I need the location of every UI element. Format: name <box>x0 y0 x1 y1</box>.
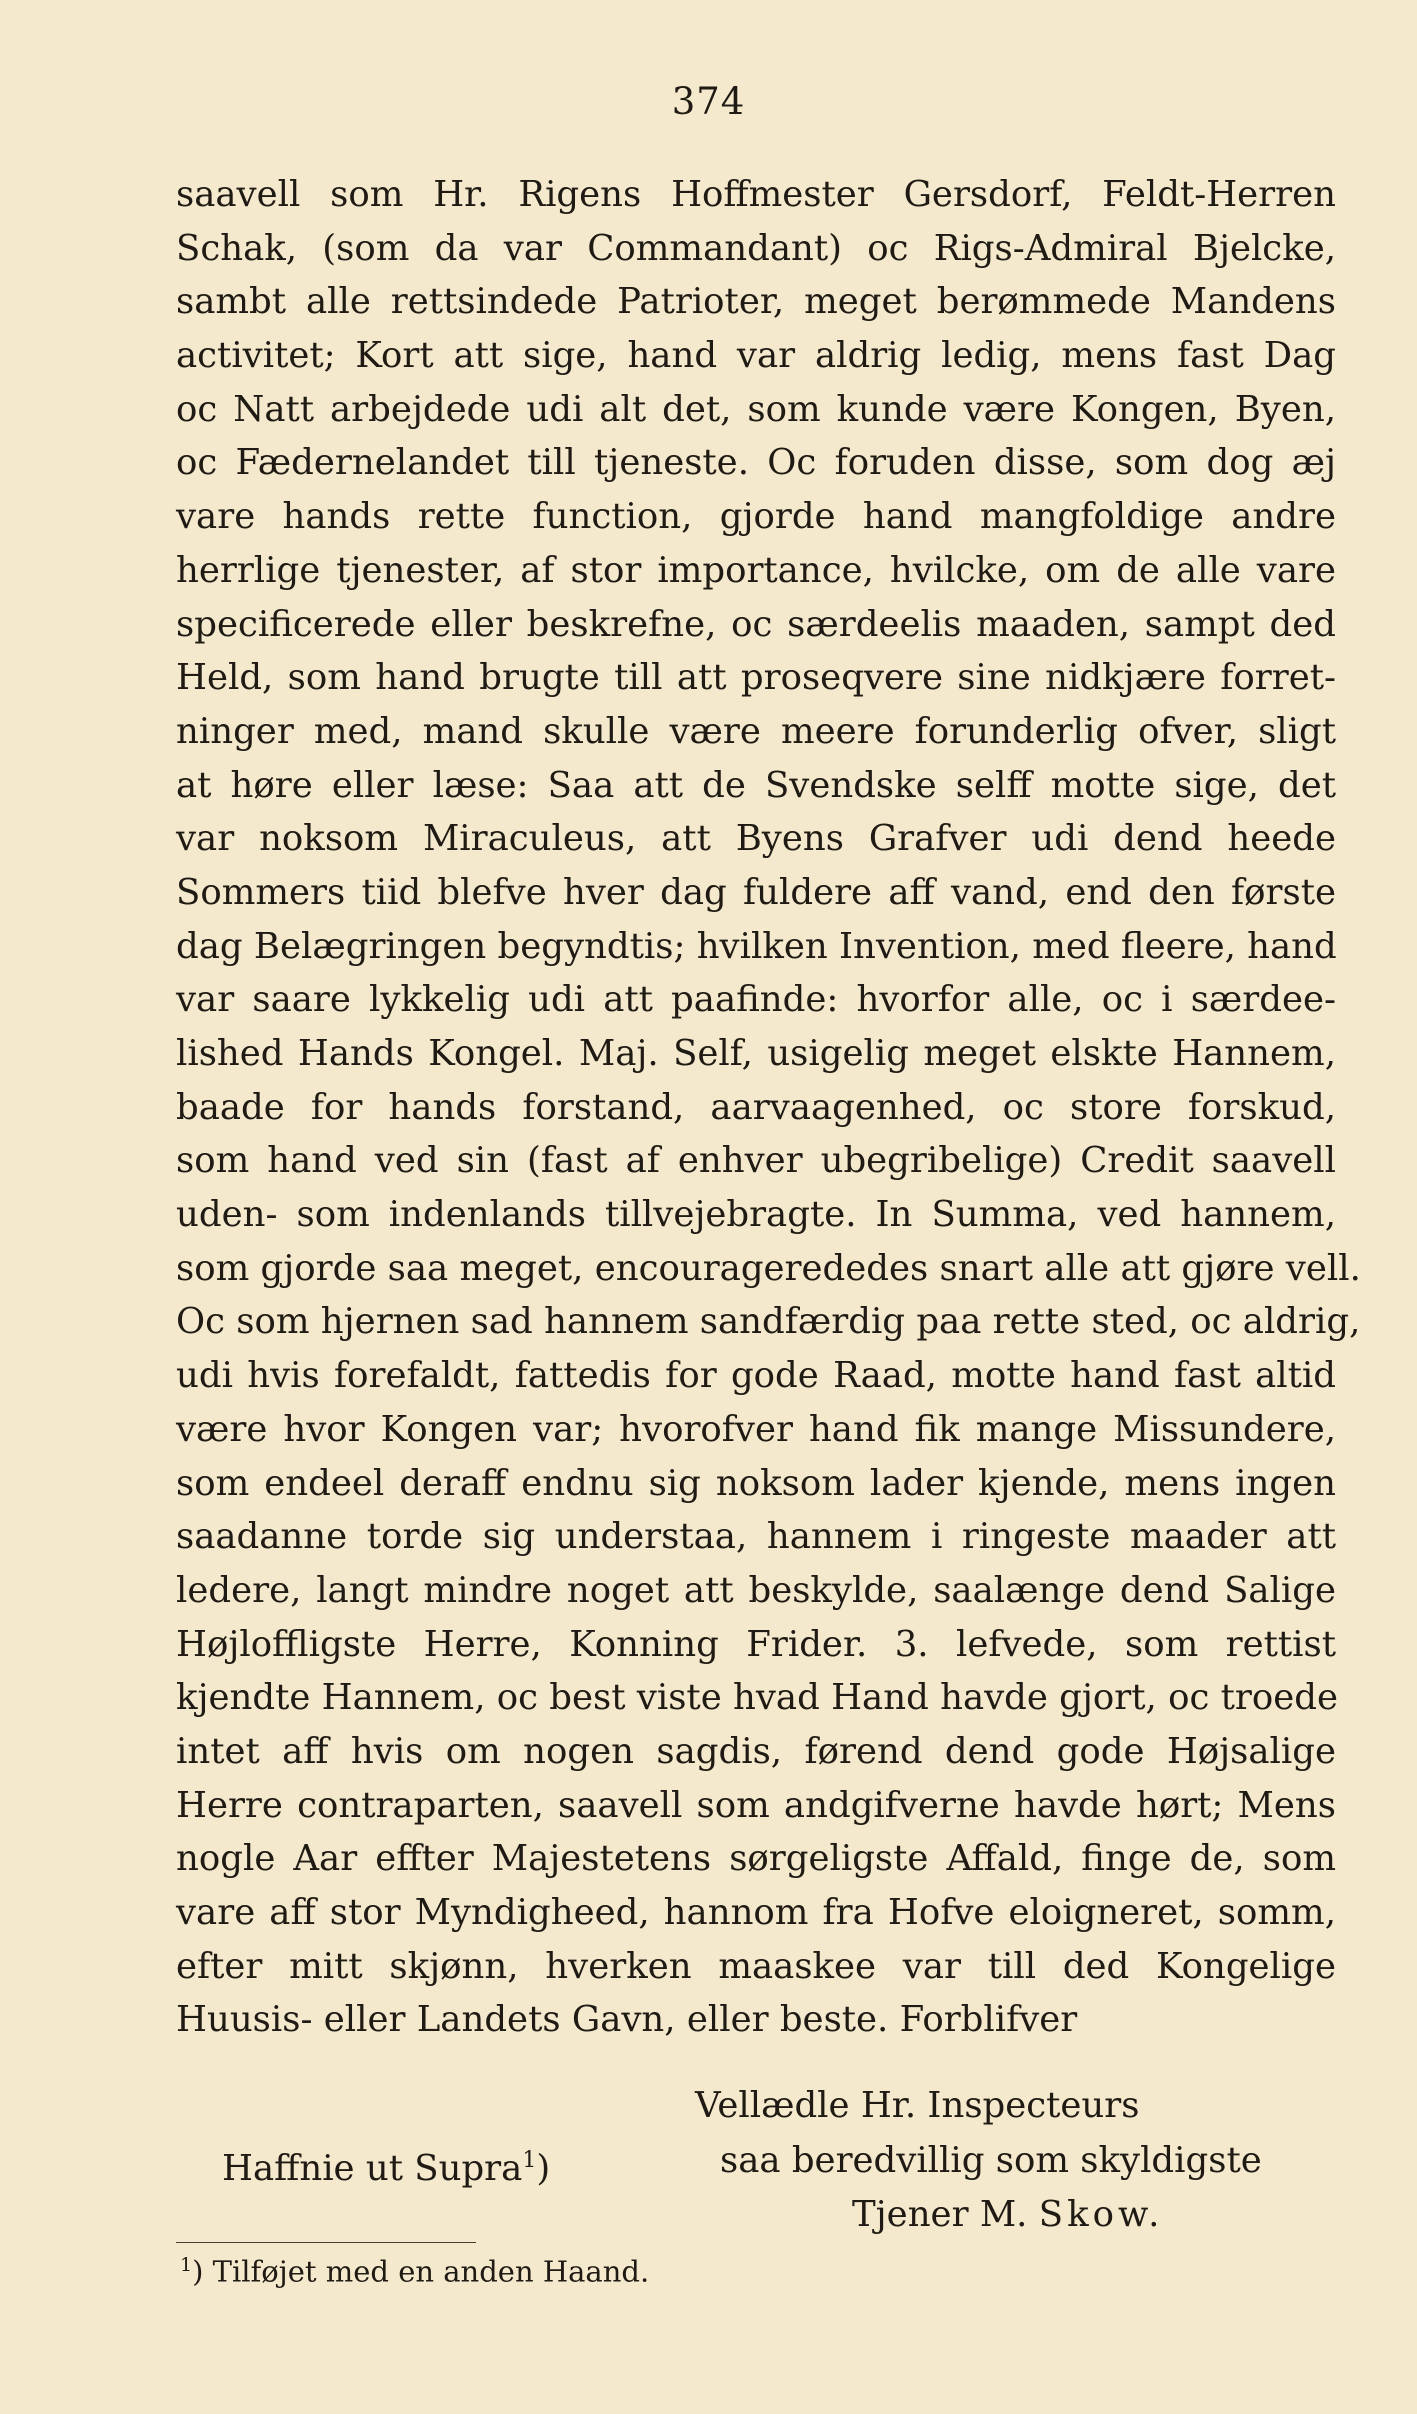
text-line: specificerede eller beskrefne, oc særdeelis maaden, sampt ded <box>176 603 1336 645</box>
closing-servant-line: saa beredvillig som skyldigste <box>720 2140 1262 2181</box>
text-line: baade for hands forstand, aarvaagenhed, oc store forskud, <box>176 1086 1336 1128</box>
text-line: vare aff stor Myndigheed, hannom fra Hofve eloigneret, somm, <box>176 1892 1336 1933</box>
text-line: nogle Aar effter Majestetens sørgeligste Affald, finge de, som <box>176 1838 1336 1880</box>
footnote-marker: 1 <box>180 2254 193 2276</box>
text-line: vare hands rette function, gjorde hand mangfoldige andre <box>176 496 1336 538</box>
text-line: udi hvis forefaldt, fattedis for gode Raad, motte hand fast altid <box>176 1355 1336 1397</box>
text-line: var saare lykkelig udi att paafinde: hvorfor alle, oc i særdee- <box>176 979 1336 1021</box>
text-line: Oc som hjernen sad hannem sandfærdig paa rette sted, oc aldrig, <box>176 1301 1361 1343</box>
text-line: Held, som hand brugte till att proseqvere sine nidkjære forret- <box>176 657 1336 699</box>
text-line: oc Fædernelandet till tjeneste. Oc foruden disse, som dog æj <box>176 442 1336 484</box>
signature-name: Skow. <box>1038 2194 1164 2235</box>
text-line: herrlige tjenester, af stor importance, hvilcke, om de alle vare <box>176 549 1336 591</box>
text-line: sambt alle rettsindede Patrioter, meget berømmede Mandens <box>176 281 1336 323</box>
closing-place-text: Haffnie ut Supra <box>222 2147 523 2189</box>
text-line: kjendte Hannem, oc best viste hvad Hand havde gjort, oc troede <box>176 1677 1338 1719</box>
closing-place-bracket: ) <box>536 2147 551 2189</box>
text-line: Schak, (som da var Commandant) oc Rigs-Admiral Bjelcke, <box>176 227 1336 269</box>
text-line: som endeel deraff endnu sig noksom lader kjende, mens ingen <box>176 1462 1336 1504</box>
text-line: dag Belægringen begyndtis; hvilken Invention, med fleere, hand <box>176 925 1337 967</box>
text-line: som hand ved sin (fast af enhver ubegribelige) Credit saavell <box>176 1140 1336 1182</box>
text-line: saavell som Hr. Rigens Hoffmester Gersdorf, Feldt-Herren <box>176 174 1336 215</box>
text-line: være hvor Kongen var; hvorofver hand fik mange Missundere, <box>176 1408 1336 1450</box>
page-number: 374 <box>671 80 746 123</box>
text-line: Herre contraparten, saavell som andgifverne havde hørt; Mens <box>176 1784 1336 1826</box>
closing-place <box>222 2134 550 2195</box>
text-line: at høre eller læse: Saa att de Svendske selff motte sige, det <box>176 764 1336 806</box>
text-line: uden- som indenlands tillvejebragte. In Summa, ved hannem, <box>176 1194 1336 1236</box>
text-line: efter mitt skjønn, hverken maaskee var till ded Kongelige <box>176 1945 1336 1987</box>
text-line: ledere, langt mindre noget att beskylde, saalænge dend Salige <box>176 1569 1336 1611</box>
text-line: Sommers tiid blefve hver dag fuldere aff vand, end den første <box>176 871 1336 913</box>
footnote-bracket: ) <box>192 2254 204 2289</box>
text-line: ninger med, mand skulle være meere forunderlig ofver, sligt <box>176 710 1336 752</box>
footnote-divider <box>176 2242 476 2243</box>
text-line: oc Natt arbejdede udi alt det, som kunde være Kongen, Byen, <box>176 388 1336 430</box>
text-line: activitet; Kort att sige, hand var aldrig ledig, mens fast Dag <box>176 335 1336 377</box>
text-line: intet aff hvis om nogen sagdis, førend dend gode Højsalige <box>176 1730 1336 1772</box>
letter-body <box>176 168 1361 2047</box>
text-line: Højloffligste Herre, Konning Frider. 3. lefvede, som rettist <box>176 1623 1336 1665</box>
closing-signature <box>852 2188 1163 2241</box>
footnote-text: Tilføjet med en anden Haand. <box>212 2254 650 2289</box>
text-line: lished Hands Kongel. Maj. Self, usigelig meget elskte Hannem, <box>176 1033 1336 1074</box>
text-line: som gjorde saa meget, encouragerededes snart alle att gjøre vell. <box>176 1247 1361 1289</box>
signature-prefix: Tjener M. <box>852 2194 1028 2235</box>
footnote <box>180 2254 649 2289</box>
closing-salutation: Vellædle Hr. Inspecteurs <box>695 2085 1140 2126</box>
footnote-ref: 1 <box>522 2148 537 2173</box>
text-line: Huusis- eller Landets Gavn, eller beste. Forblifver <box>176 1999 1078 2041</box>
text-line: var noksom Miraculeus, att Byens Grafver udi dend heede <box>176 818 1336 860</box>
text-line: saadanne torde sig understaa, hannem i ringeste maader att <box>176 1516 1336 1558</box>
